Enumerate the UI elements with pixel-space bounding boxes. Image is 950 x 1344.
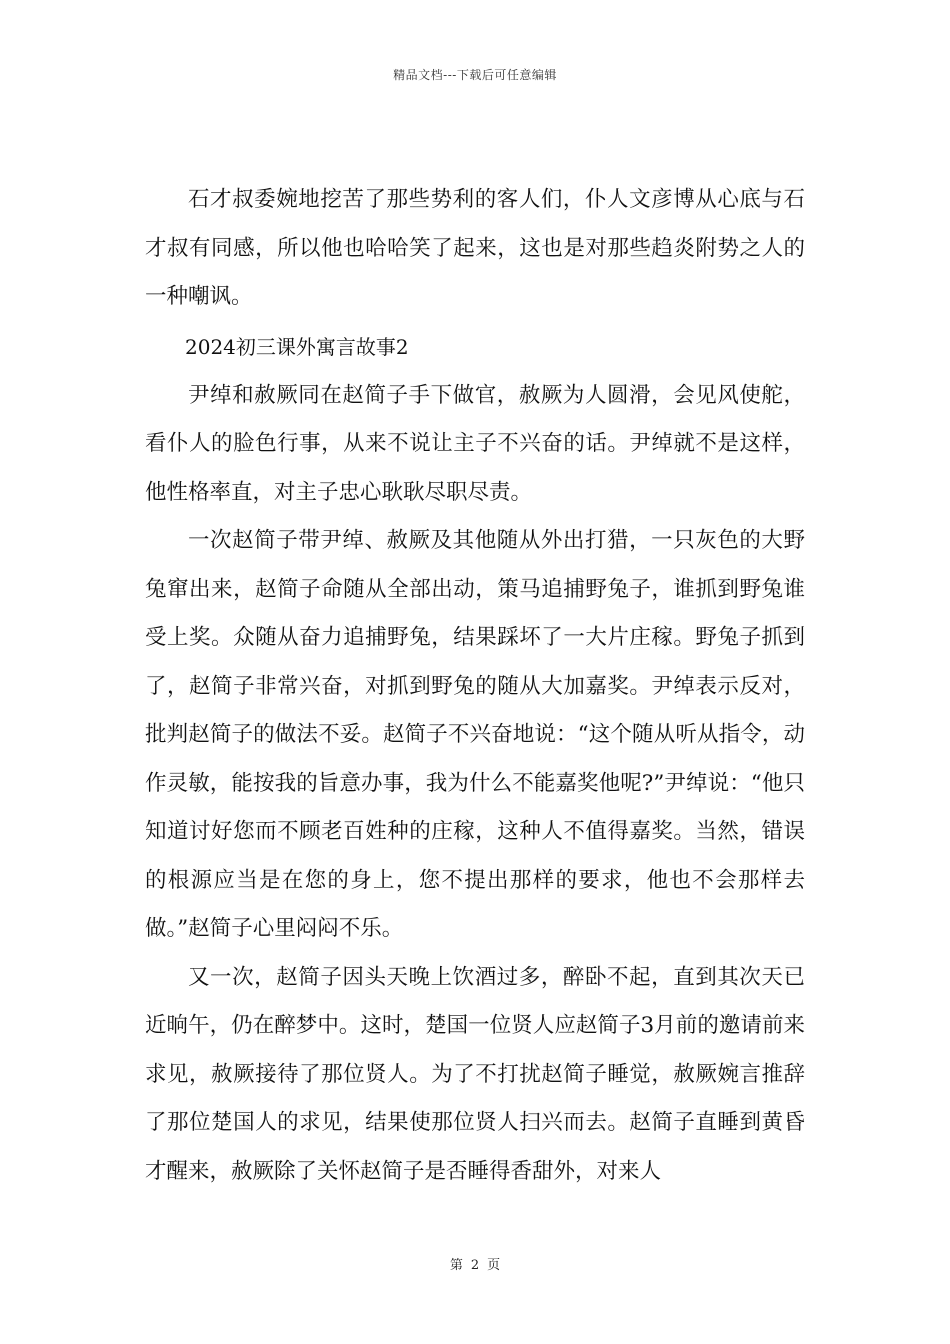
page-header: 精品文档---下载后可任意编辑 — [393, 68, 557, 82]
document-body — [145, 176, 805, 1196]
paragraph-2: 尹绰和赦厥同在赵简子手下做官，赦厥为人圆滑，会见风使舵，看仆人的脸色行事，从来不说让主子不兴奋的话。尹绰就不是这样，他性格率直，对主子忠心耿耿尽职尽责。 — [145, 382, 805, 505]
paragraph-4: 又一次，赵简子因头天晚上饮酒过多，醉卧不起，直到其次天已近晌午，仍在醉梦中。这时，楚国一位贤人应赵简子3月前的邀请前来求见，赦厥接待了那位贤人。为了不打扰赵简子睡觉，赦厥婉言推辞了那位楚国人的求见，结果使那位贤人扫兴而去。赵简子直睡到黄昏才醒来，赦厥除了关怀赵简子是否睡得香甜外，对来人 — [145, 964, 805, 1184]
paragraph-3: 一次赵简子带尹绰、赦厥及其他随从外出打猎，一只灰色的大野兔窜出来，赵简子命随从全部出动，策马追捕野兔子，谁抓到野兔谁受上奖。众随从奋力追捕野兔，结果踩坏了一大片庄稼。野兔子抓到了，赵简子非常兴奋，对抓到野兔的随从大加嘉奖。尹绰表示反对，批判赵简子的做法不妥。赵简子不兴奋地说：“这个随从听从指令，动作灵敏，能按我的旨意办事，我为什么不能嘉奖他呢?”尹绰说：“他只知道讨好您而不顾老百姓种的庄稼，这种人不值得嘉奖。当然，错误的根源应当是在您的身上，您不提出那样的要求，他也不会那样去做。”赵简子心里闷闷不乐。 — [145, 528, 805, 941]
paragraph-1: 石才叔委婉地挖苦了那些势利的客人们，仆人文彦博从心底与石才叔有同感，所以他也哈哈笑了起来，这也是对那些趋炎附势之人的一种嘲讽。 — [145, 187, 805, 309]
page-number-prefix: 第 — [449, 1258, 463, 1273]
page-number-suffix: 页 — [487, 1258, 501, 1273]
page-footer — [0, 1254, 950, 1273]
page-number: 2 — [470, 1258, 480, 1273]
section-heading: 2024初三课外寓言故事2 — [185, 334, 409, 359]
